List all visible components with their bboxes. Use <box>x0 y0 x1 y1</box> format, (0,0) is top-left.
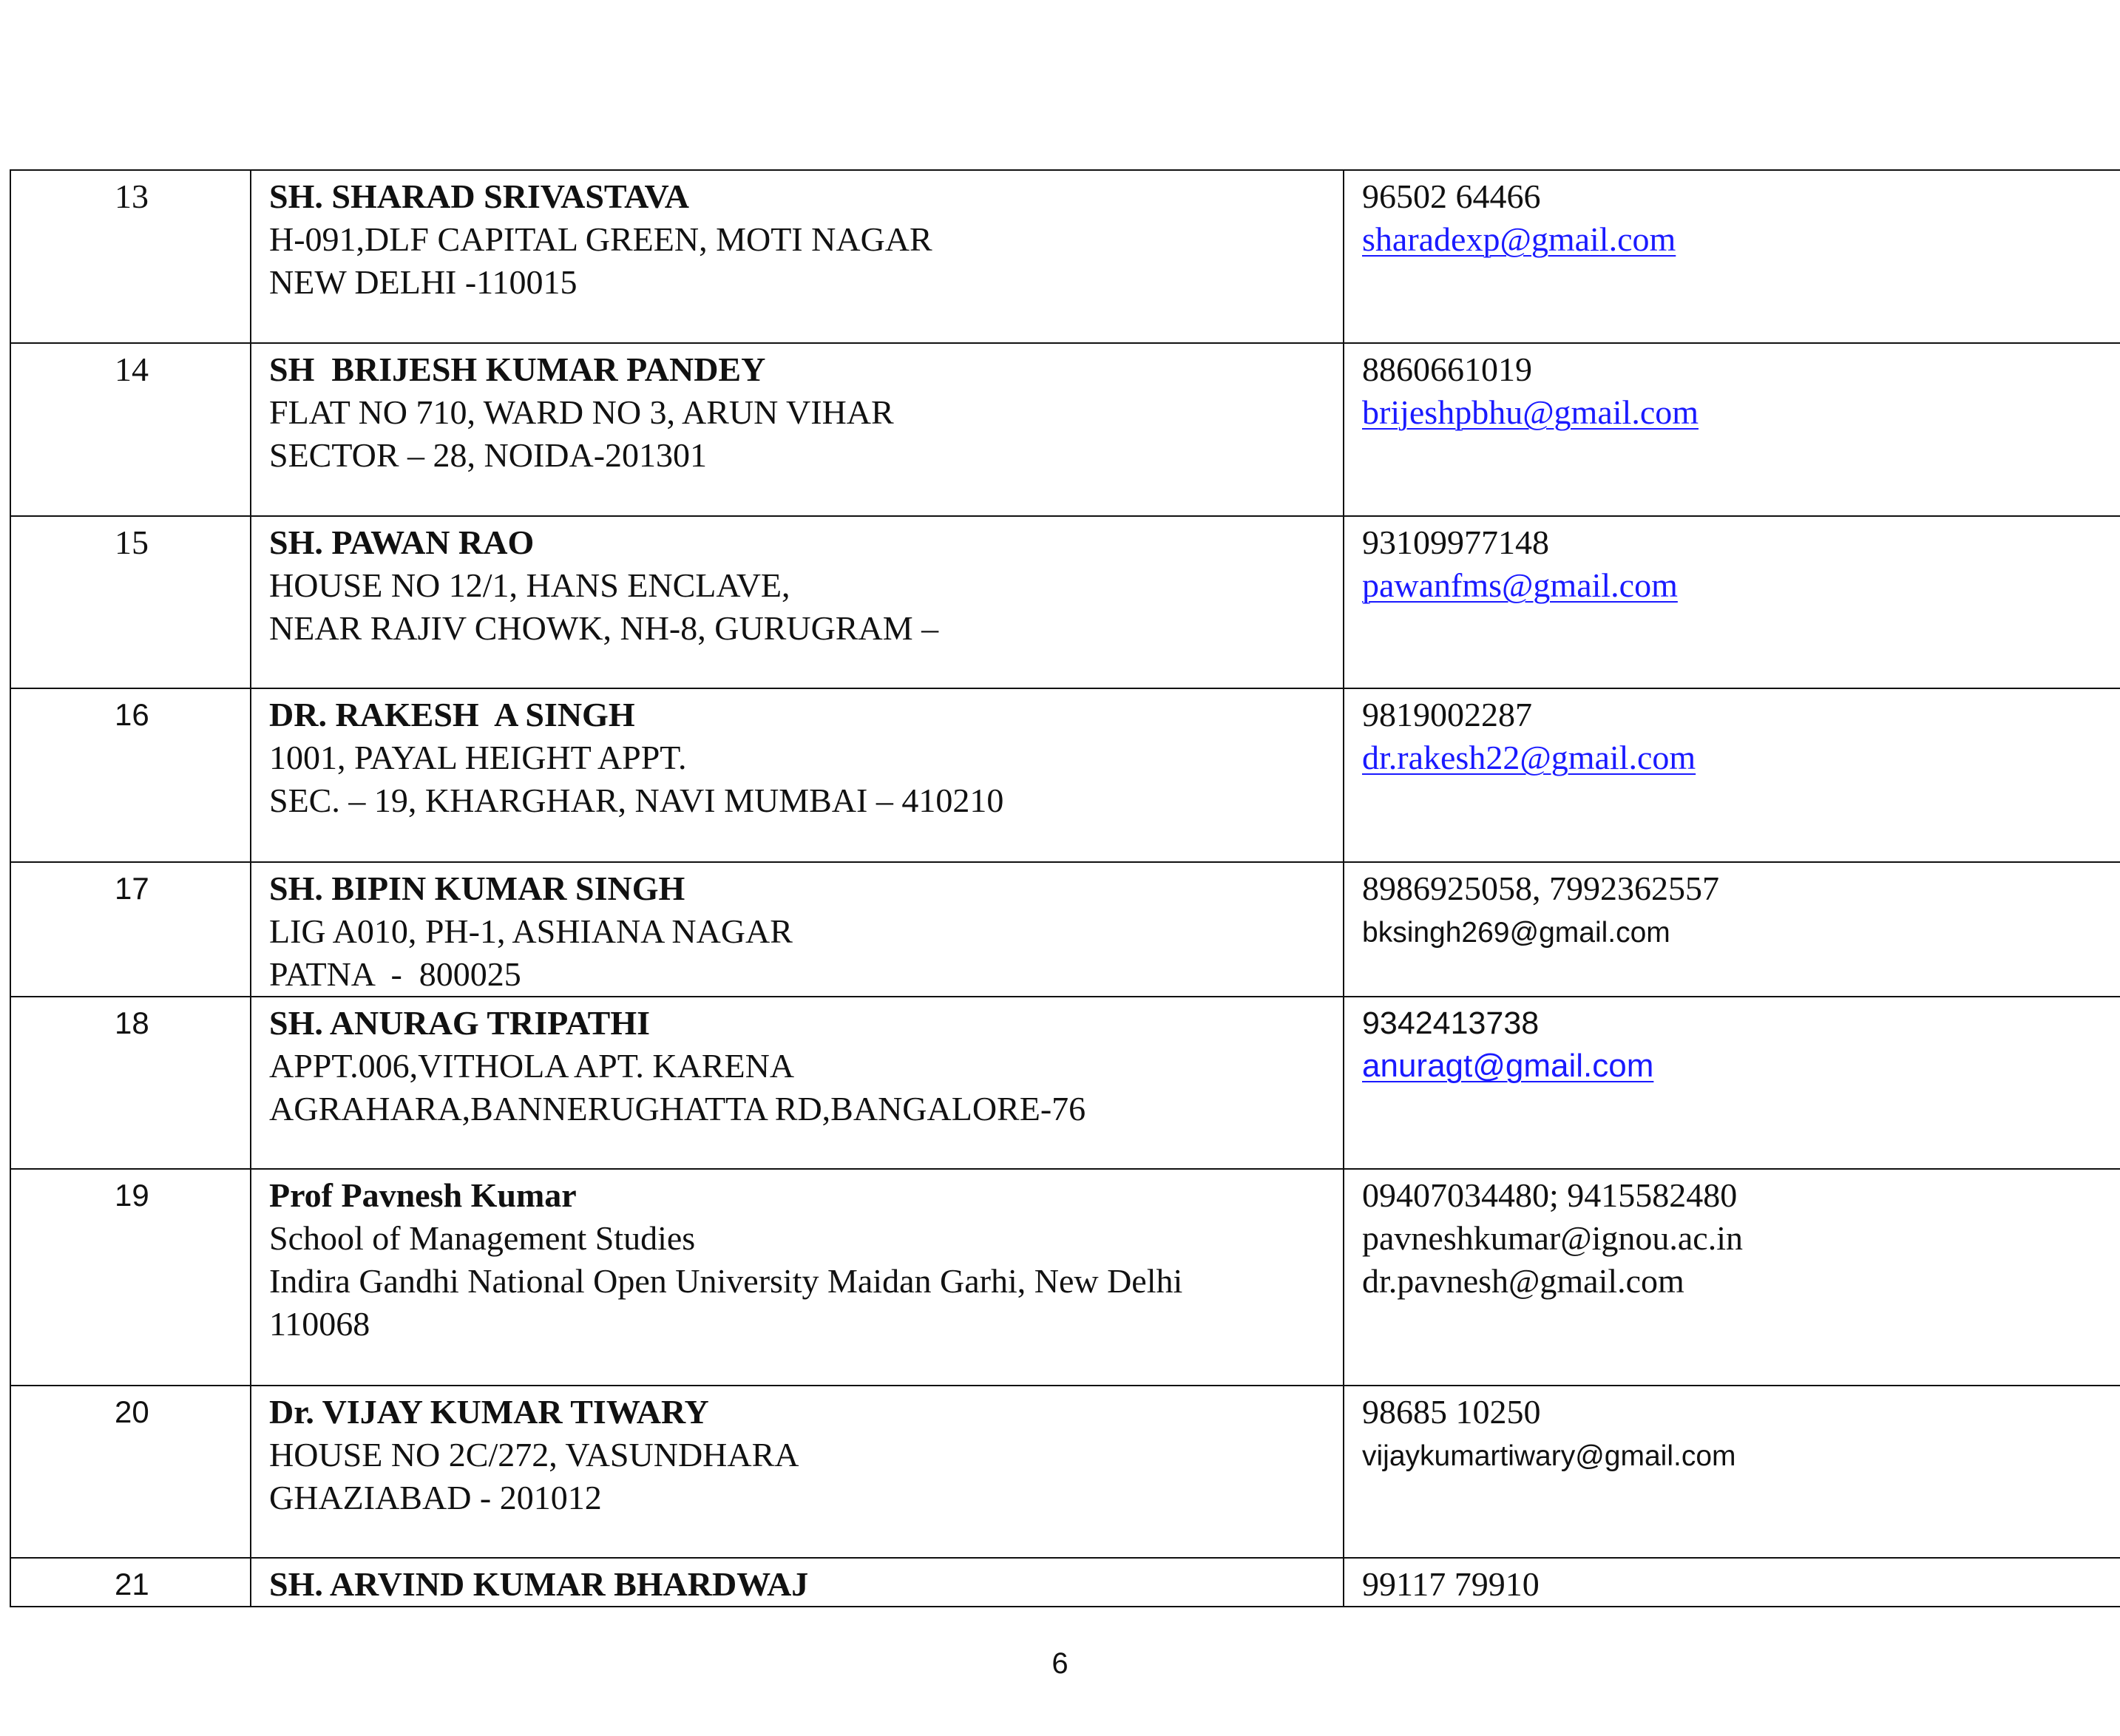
table-row <box>10 997 2120 1169</box>
serial-number-cell <box>10 516 251 688</box>
serial-number: 15 <box>115 523 149 561</box>
email-link[interactable]: brijeshpbhu@gmail.com <box>1362 393 1699 431</box>
address-line: Indira Gandhi National Open University Maidan Garhi, New Delhi <box>269 1262 1183 1300</box>
table-row <box>10 862 2120 997</box>
address-line: GHAZIABAD - 201012 <box>269 1479 602 1516</box>
phone-number: 8860661019 <box>1362 350 1532 388</box>
serial-number: 20 <box>115 1394 149 1429</box>
member-name: SH. PAWAN RAO <box>269 523 535 561</box>
contact-cell <box>1344 997 2120 1169</box>
serial-number: 21 <box>115 1567 149 1601</box>
contact-cell <box>1344 688 2120 862</box>
email-text: bksingh269@gmail.com <box>1362 917 1670 949</box>
contact-cell <box>1344 862 2120 997</box>
contact-cell <box>1344 343 2120 516</box>
address-line: HOUSE NO 12/1, HANS ENCLAVE, <box>269 566 790 604</box>
contact-cell <box>1344 1169 2120 1386</box>
address-line: PATNA - 800025 <box>269 955 521 993</box>
phone-number: 96502 64466 <box>1362 177 1541 215</box>
page-number: 6 <box>1051 1647 1069 1680</box>
address-line: 1001, PAYAL HEIGHT APPT. <box>269 739 687 776</box>
phone-number: 9342413738 <box>1362 1006 1540 1041</box>
table-row <box>10 1386 2120 1558</box>
contact-cell <box>1344 1386 2120 1558</box>
address-line: APPT.006,VITHOLA APT. KARENA <box>269 1047 795 1085</box>
address-line: School of Management Studies <box>269 1219 696 1257</box>
phone-number: 8986925058, 7992362557 <box>1362 869 1719 907</box>
serial-number-cell <box>10 997 251 1169</box>
name-address-cell <box>251 688 1344 862</box>
name-address-cell <box>251 343 1344 516</box>
name-address-cell <box>251 862 1344 997</box>
contact-cell <box>1344 516 2120 688</box>
member-name: Prof Pavnesh Kumar <box>269 1176 577 1214</box>
table-row <box>10 516 2120 688</box>
email-link[interactable]: dr.rakesh22@gmail.com <box>1362 739 1696 776</box>
address-line: SECTOR – 28, NOIDA-201301 <box>269 436 708 474</box>
email-link[interactable]: pawanfms@gmail.com <box>1362 566 1678 604</box>
name-address-cell <box>251 516 1344 688</box>
table-row <box>10 343 2120 516</box>
member-name: DR. RAKESH A SINGH <box>269 696 635 733</box>
table-row <box>10 688 2120 862</box>
name-address-cell <box>251 1386 1344 1558</box>
serial-number: 16 <box>115 697 149 732</box>
email-text: vijaykumartiwary@gmail.com <box>1362 1440 1736 1472</box>
name-address-cell <box>251 1558 1344 1607</box>
email-link[interactable]: anuragt@gmail.com <box>1362 1048 1654 1084</box>
member-name: SH. ARVIND KUMAR BHARDWAJ <box>269 1565 809 1603</box>
email-text: dr.pavnesh@gmail.com <box>1362 1262 1684 1300</box>
member-name: SH. BIPIN KUMAR SINGH <box>269 869 685 907</box>
serial-number-cell <box>10 1169 251 1386</box>
contact-cell <box>1344 1558 2120 1607</box>
email-link[interactable]: sharadexp@gmail.com <box>1362 220 1676 258</box>
address-line: NEW DELHI -110015 <box>269 263 578 301</box>
serial-number-cell <box>10 862 251 997</box>
table-row <box>10 170 2120 343</box>
serial-number-cell <box>10 1386 251 1558</box>
address-line: HOUSE NO 2C/272, VASUNDHARA <box>269 1436 799 1474</box>
name-address-cell <box>251 1169 1344 1386</box>
phone-number: 93109977148 <box>1362 523 1549 561</box>
phone-number: 9819002287 <box>1362 696 1532 733</box>
member-name: Dr. VIJAY KUMAR TIWARY <box>269 1393 709 1431</box>
serial-number: 18 <box>115 1006 149 1040</box>
serial-number-cell <box>10 170 251 343</box>
serial-number: 19 <box>115 1178 149 1213</box>
phone-number: 99117 79910 <box>1362 1565 1540 1603</box>
address-line: 110068 <box>269 1305 370 1343</box>
name-address-cell <box>251 170 1344 343</box>
phone-number: 98685 10250 <box>1362 1393 1541 1431</box>
address-line: FLAT NO 710, WARD NO 3, ARUN VIHAR <box>269 393 894 431</box>
address-line: NEAR RAJIV CHOWK, NH-8, GURUGRAM – <box>269 609 939 647</box>
serial-number: 17 <box>115 871 149 906</box>
member-name: SH. ANURAG TRIPATHI <box>269 1004 651 1042</box>
member-name: SH. SHARAD SRIVASTAVA <box>269 177 689 215</box>
serial-number-cell <box>10 688 251 862</box>
email-text: pavneshkumar@ignou.ac.in <box>1362 1219 1744 1257</box>
name-address-cell <box>251 997 1344 1169</box>
contact-directory-table <box>10 169 2120 1607</box>
address-line: AGRAHARA,BANNERUGHATTA RD,BANGALORE-76 <box>269 1090 1086 1128</box>
phone-number: 09407034480; 9415582480 <box>1362 1176 1738 1214</box>
serial-number-cell <box>10 1558 251 1607</box>
address-line: LIG A010, PH-1, ASHIANA NAGAR <box>269 912 793 950</box>
serial-number-cell <box>10 343 251 516</box>
table-row <box>10 1169 2120 1386</box>
member-name: SH BRIJESH KUMAR PANDEY <box>269 350 766 388</box>
address-line: SEC. – 19, KHARGHAR, NAVI MUMBAI – 410210 <box>269 781 1004 819</box>
serial-number: 14 <box>115 350 149 388</box>
address-line: H-091,DLF CAPITAL GREEN, MOTI NAGAR <box>269 220 932 258</box>
contact-cell <box>1344 170 2120 343</box>
table-row <box>10 1558 2120 1607</box>
serial-number: 13 <box>115 177 149 215</box>
